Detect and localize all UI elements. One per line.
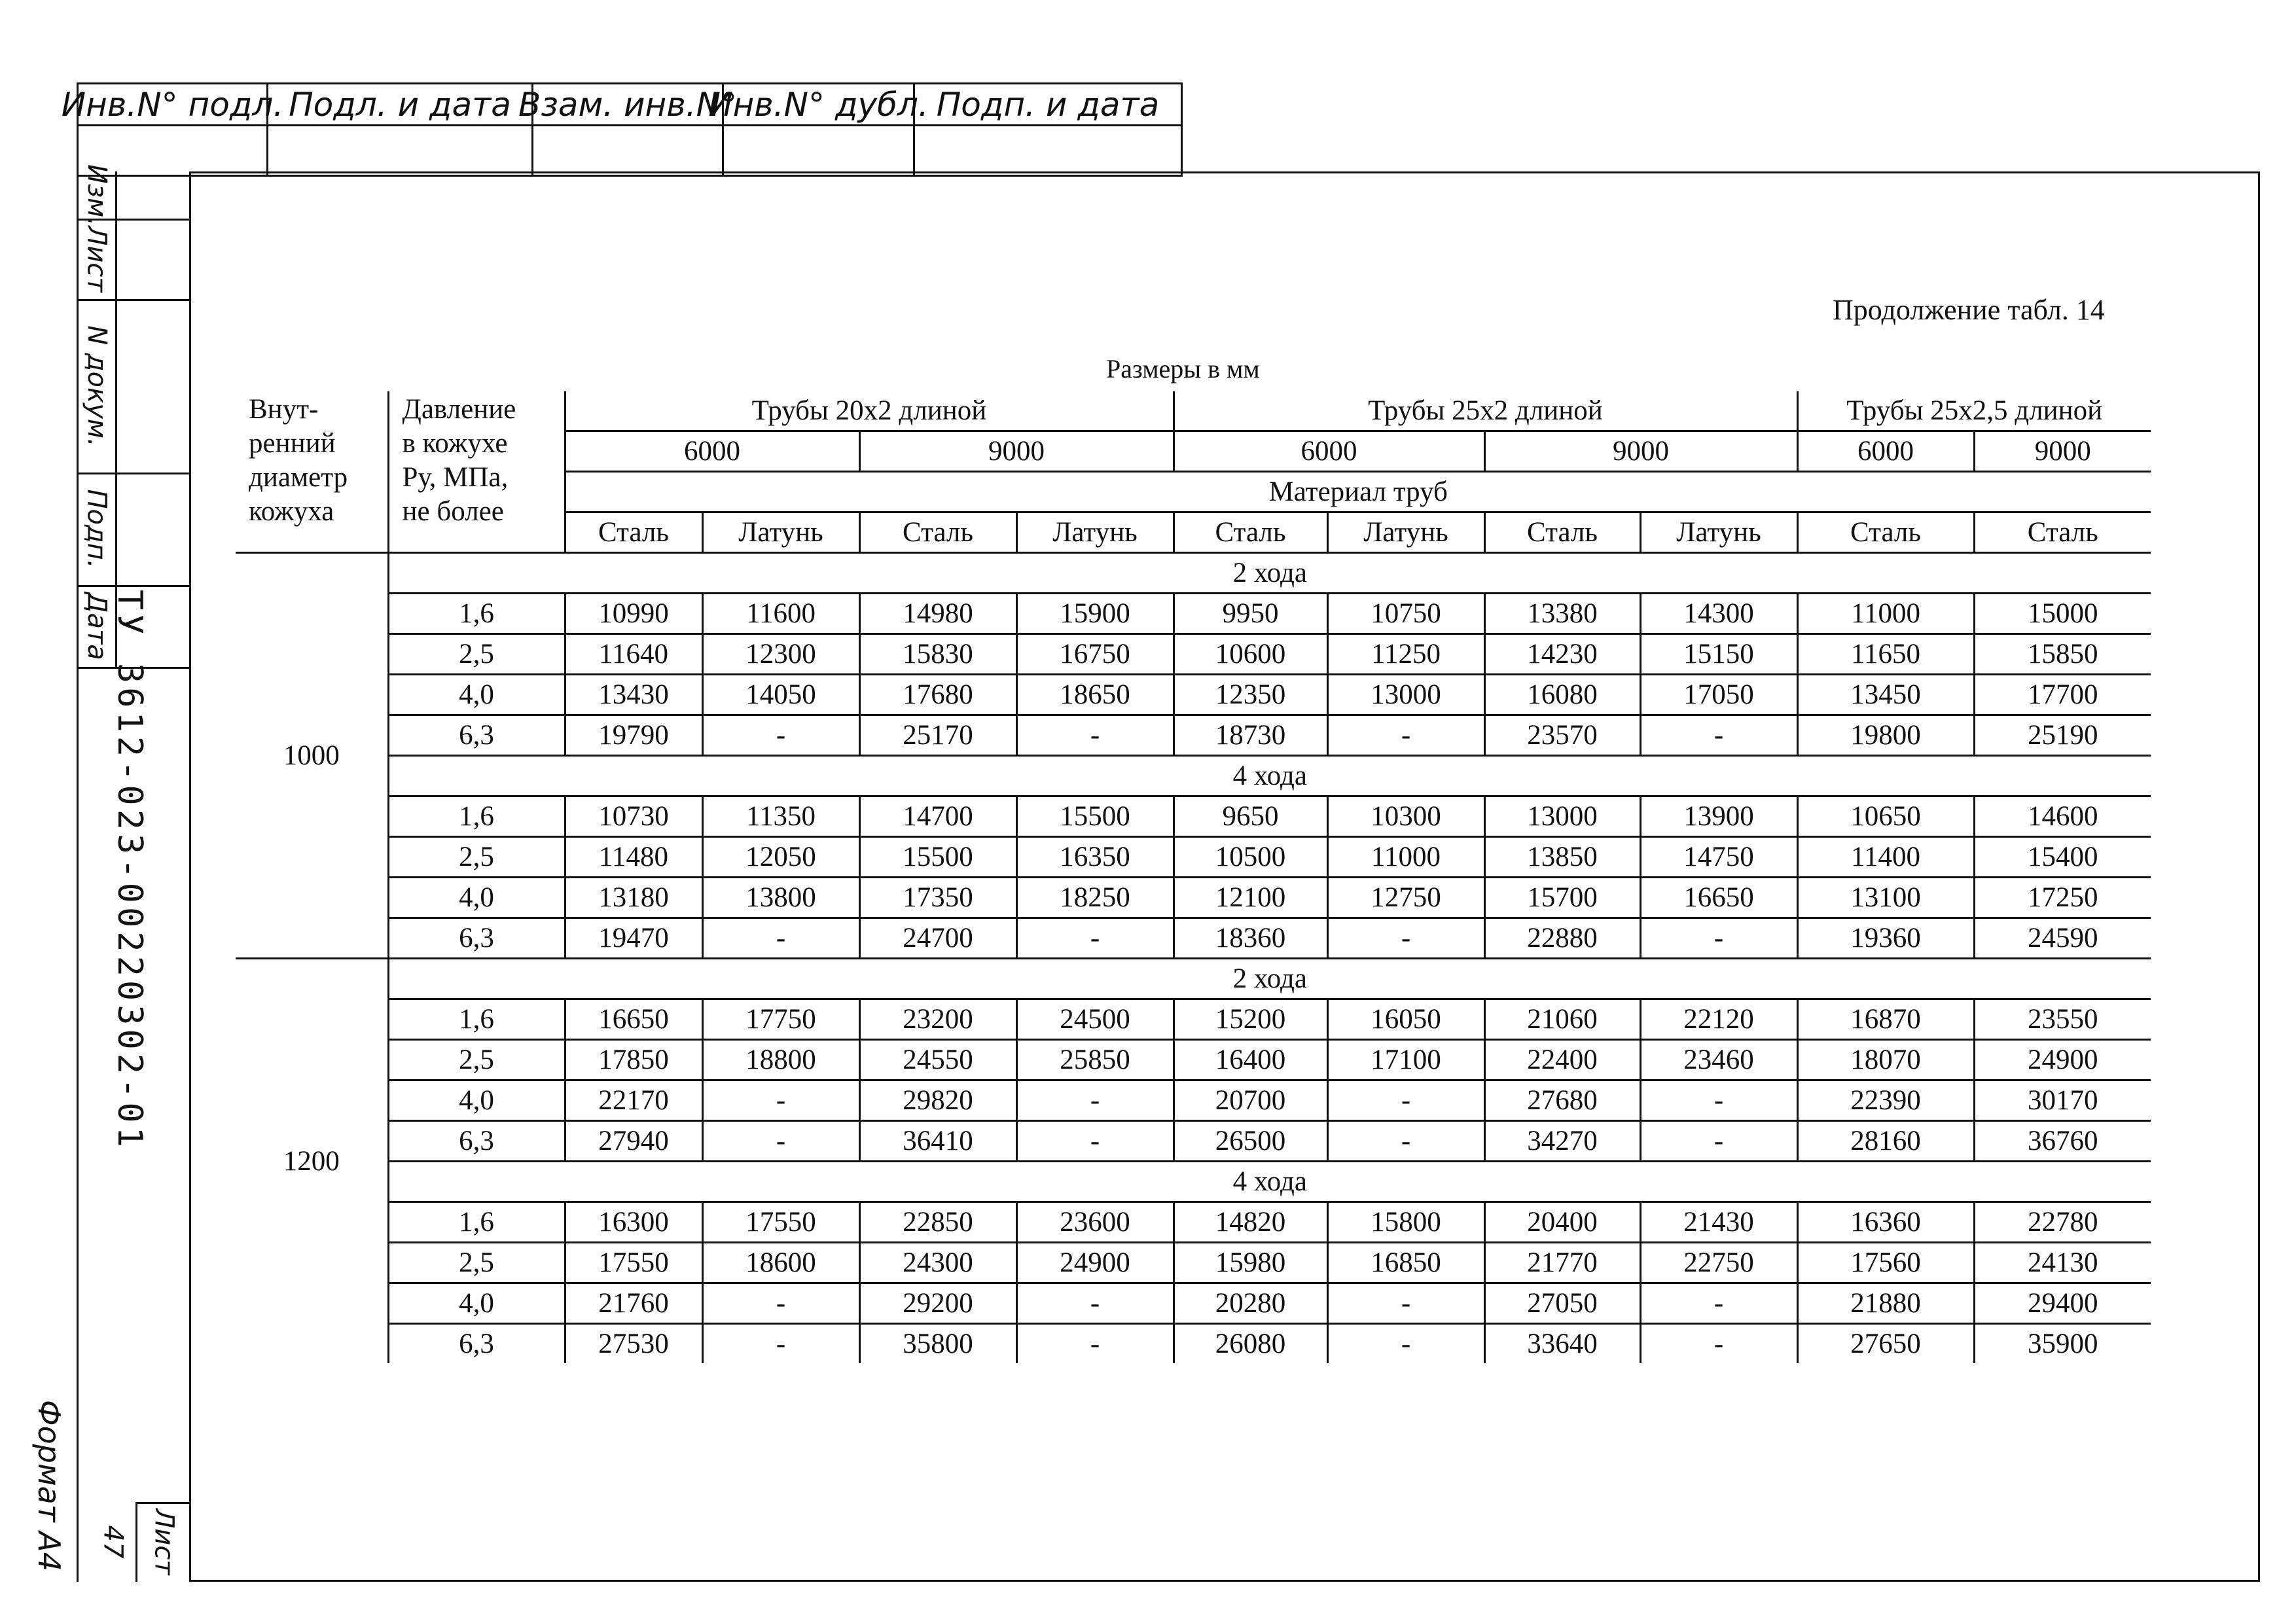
value-cell: 22170 xyxy=(565,1080,702,1121)
table-row xyxy=(236,1121,2151,1162)
header-material-4: Латунь xyxy=(1016,512,1174,553)
value-cell: - xyxy=(1640,1121,1797,1162)
value-cell: - xyxy=(1640,1324,1797,1364)
value-cell: 11000 xyxy=(1327,837,1484,878)
shell-diameter-cell: 1200 xyxy=(236,959,388,1364)
stamp-header-inv-dup: Инв.N° дубл. xyxy=(724,84,915,126)
pressure-cell: 6,3 xyxy=(388,715,565,756)
value-cell: 11650 xyxy=(1797,634,1974,675)
value-cell: 21430 xyxy=(1640,1202,1797,1243)
value-cell: 35900 xyxy=(2028,1329,2098,1359)
table-row xyxy=(236,918,2151,959)
value-cell: 14300 xyxy=(1640,594,1797,634)
value-cell: 17050 xyxy=(1640,675,1797,715)
table-row xyxy=(236,675,2151,715)
pressure-cell: 6,3 xyxy=(388,918,565,959)
value-cell: 13430 xyxy=(565,675,702,715)
value-cell: 24900 xyxy=(1974,1040,2151,1080)
value-cell: 30170 xyxy=(1974,1080,2151,1121)
value-cell: 20400 xyxy=(1484,1202,1640,1243)
pressure-cell: 1,6 xyxy=(388,999,565,1040)
header-length: 9000 xyxy=(859,431,1174,472)
value-cell: - xyxy=(702,1080,859,1121)
value-cell: - xyxy=(1327,715,1484,756)
value-cell: 17550 xyxy=(702,1202,859,1243)
value-cell: - xyxy=(702,1324,859,1364)
value-cell: - xyxy=(1016,1121,1174,1162)
value-cell: 16650 xyxy=(565,999,702,1040)
value-cell: - xyxy=(702,715,859,756)
table-row xyxy=(236,796,2151,837)
shell-diameter-cell: 1000 xyxy=(236,553,388,959)
value-cell: 17850 xyxy=(565,1040,702,1080)
value-cell: 22780 xyxy=(1974,1202,2151,1243)
value-cell: 11350 xyxy=(702,796,859,837)
value-cell: 23600 xyxy=(1016,1202,1174,1243)
value-cell: 27940 xyxy=(565,1121,702,1162)
value-cell: 10500 xyxy=(1174,837,1327,878)
value-cell: 23460 xyxy=(1640,1040,1797,1080)
table-row xyxy=(236,1202,2151,1243)
table-row xyxy=(236,878,2151,918)
value-cell: 14050 xyxy=(702,675,859,715)
stamp-label-izm: Изм. xyxy=(82,164,112,226)
value-cell: 18730 xyxy=(1174,715,1327,756)
stamp-header-replace-inv: Взам. инв.N° xyxy=(533,84,724,126)
value-cell: - xyxy=(1327,918,1484,959)
stamp-label-list: Лист xyxy=(82,225,112,293)
value-cell: 25850 xyxy=(1016,1040,1174,1080)
pressure-cell: 2,5 xyxy=(388,837,565,878)
pressure-cell: 2,5 xyxy=(388,634,565,675)
value-cell: 9650 xyxy=(1174,796,1327,837)
value-cell: 11400 xyxy=(1797,837,1974,878)
value-cell: - xyxy=(1640,1080,1797,1121)
value-cell: 34270 xyxy=(1484,1121,1640,1162)
value-cell: 22880 xyxy=(1484,918,1640,959)
table-body xyxy=(236,553,2151,1364)
value-cell: 16400 xyxy=(1174,1040,1327,1080)
header-material-6: Латунь xyxy=(1327,512,1484,553)
value-cell: 21760 xyxy=(565,1283,702,1324)
value-cell: 17700 xyxy=(1974,675,2151,715)
value-cell: 21770 xyxy=(1484,1243,1640,1283)
value-cell: 15900 xyxy=(1016,594,1174,634)
value-cell: 21880 xyxy=(1797,1283,1974,1324)
value-cell: 10650 xyxy=(1797,796,1974,837)
table-row xyxy=(236,1243,2151,1283)
table-row xyxy=(236,634,2151,675)
value-cell: 16300 xyxy=(565,1202,702,1243)
value-cell: 29200 xyxy=(859,1283,1016,1324)
stamp-header-sign-date-2: Подп. и дата xyxy=(915,84,1181,126)
value-cell: 15830 xyxy=(859,634,1016,675)
header-material-8: Латунь xyxy=(1640,512,1797,553)
header-material: Материал труб xyxy=(565,472,2151,512)
value-cell: 23570 xyxy=(1484,715,1640,756)
header-inner-diameter: Внут- ренний диаметр кожуха xyxy=(236,391,388,553)
value-cell: 22400 xyxy=(1484,1040,1640,1080)
value-cell: 12300 xyxy=(702,634,859,675)
document-code: ТУ 3612-023-00220302-01 xyxy=(110,589,149,1152)
header-length: 9000 xyxy=(1484,431,1797,472)
pressure-cell: 4,0 xyxy=(388,1283,565,1324)
value-cell: 17100 xyxy=(1327,1040,1484,1080)
value-cell: 15700 xyxy=(1484,878,1640,918)
value-cell: - xyxy=(1640,1283,1797,1324)
value-cell: 17680 xyxy=(859,675,1016,715)
value-cell: 16650 xyxy=(1640,878,1797,918)
value-cell: 13900 xyxy=(1640,796,1797,837)
value-cell: 18650 xyxy=(1016,675,1174,715)
value-cell: 24590 xyxy=(1974,918,2151,959)
value-cell: 14230 xyxy=(1484,634,1640,675)
value-cell: 29400 xyxy=(1974,1283,2151,1324)
value-cell: 10600 xyxy=(1174,634,1327,675)
header-length: 6000 xyxy=(1797,431,1974,472)
value-cell: 16870 xyxy=(1797,999,1974,1040)
heat-exchanger-mass-table xyxy=(236,391,2151,1363)
sheet-label: Лист xyxy=(149,1508,179,1575)
value-cell: 11000 xyxy=(1797,594,1974,634)
value-cell: 16050 xyxy=(1327,999,1484,1040)
value-cell: 14700 xyxy=(859,796,1016,837)
value-cell: - xyxy=(1016,1080,1174,1121)
header-material-2: Латунь xyxy=(702,512,859,553)
header-tubes-group-2: Трубы 25х2 длиной xyxy=(1174,391,1797,431)
header-material-10: Сталь xyxy=(1974,512,2151,553)
value-cell: 11600 xyxy=(702,594,859,634)
value-cell: 35800 xyxy=(859,1324,1016,1364)
value-cell: 14820 xyxy=(1174,1202,1327,1243)
value-cell: 22750 xyxy=(1640,1243,1797,1283)
pressure-cell: 1,6 xyxy=(388,1202,565,1243)
value-cell: 20700 xyxy=(1174,1080,1327,1121)
value-cell: 16750 xyxy=(1016,634,1174,675)
pressure-cell: 6,3 xyxy=(388,1121,565,1162)
value-cell: 12100 xyxy=(1174,878,1327,918)
value-cell: 25190 xyxy=(1974,715,2151,756)
header-length: 9000 xyxy=(1974,431,2151,472)
pressure-cell: 4,0 xyxy=(388,1080,565,1121)
table-row xyxy=(236,715,2151,756)
value-cell: - xyxy=(1327,1080,1484,1121)
value-cell: 27680 xyxy=(1484,1080,1640,1121)
value-cell: 29820 xyxy=(859,1080,1016,1121)
header-tubes-group-3: Трубы 25х2,5 длиной xyxy=(1797,391,2151,431)
stamp-label-doc-no: N докум. xyxy=(82,325,112,447)
pressure-cell: 6,3 xyxy=(388,1324,565,1364)
value-cell: 15000 xyxy=(1974,594,2151,634)
value-cell: 23200 xyxy=(859,999,1016,1040)
table-row xyxy=(236,1040,2151,1080)
header-tubes-group-1: Трубы 20х2 длиной xyxy=(565,391,1174,431)
header-pressure: Давление в кожухе Ру, МПа, не более xyxy=(388,391,565,553)
value-cell: - xyxy=(1327,1121,1484,1162)
value-cell: 15800 xyxy=(1327,1202,1484,1243)
value-cell: 18800 xyxy=(702,1040,859,1080)
stamp-cell xyxy=(268,126,533,175)
table-row xyxy=(236,837,2151,878)
value-cell: 28160 xyxy=(1797,1121,1974,1162)
pressure-cell: 1,6 xyxy=(388,594,565,634)
value-cell: 17750 xyxy=(702,999,859,1040)
value-cell: 24500 xyxy=(1016,999,1174,1040)
value-cell: 19790 xyxy=(565,715,702,756)
value-cell: 17350 xyxy=(859,878,1016,918)
value-cell: 19470 xyxy=(565,918,702,959)
table-row xyxy=(236,1283,2151,1324)
table-row xyxy=(236,594,2151,634)
value-cell: 14600 xyxy=(1974,796,2151,837)
value-cell: 24900 xyxy=(1016,1243,1174,1283)
value-cell: 10300 xyxy=(1327,796,1484,837)
value-cell: 23550 xyxy=(1974,999,2151,1040)
value-cell: 19360 xyxy=(1797,918,1974,959)
value-cell: 22390 xyxy=(1797,1080,1974,1121)
value-cell: - xyxy=(702,1121,859,1162)
value-cell: 11640 xyxy=(565,634,702,675)
pressure-cell: 4,0 xyxy=(388,878,565,918)
value-cell: 16080 xyxy=(1484,675,1640,715)
stamp-header-sign-date: Подл. и дата xyxy=(268,84,533,126)
value-cell: 36760 xyxy=(1974,1121,2151,1162)
value-cell: 13450 xyxy=(1797,675,1974,715)
value-cell: 24300 xyxy=(859,1243,1016,1283)
value-cell: 36410 xyxy=(859,1121,1016,1162)
value-cell: 13100 xyxy=(1797,878,1974,918)
value-cell: 22850 xyxy=(859,1202,1016,1243)
value-cell: - xyxy=(1640,715,1797,756)
value-cell: 18360 xyxy=(1174,918,1327,959)
value-cell: 17550 xyxy=(565,1243,702,1283)
value-cell: 24130 xyxy=(1974,1243,2151,1283)
sheet-number-box xyxy=(77,1502,191,1582)
value-cell: 15850 xyxy=(1974,634,2151,675)
value-cell: 13850 xyxy=(1484,837,1640,878)
value-cell: 13000 xyxy=(1484,796,1640,837)
pressure-cell: 1,6 xyxy=(388,796,565,837)
value-cell: 17560 xyxy=(1797,1243,1974,1283)
value-cell: - xyxy=(1016,1283,1174,1324)
value-cell: 18070 xyxy=(1797,1040,1974,1080)
value-cell: 20280 xyxy=(1174,1283,1327,1324)
value-cell: - xyxy=(702,918,859,959)
value-cell: 9950 xyxy=(1174,594,1327,634)
header-length: 6000 xyxy=(1174,431,1484,472)
value-cell: 15980 xyxy=(1174,1243,1327,1283)
value-cell: 14980 xyxy=(859,594,1016,634)
value-cell: 13180 xyxy=(565,878,702,918)
value-cell: 17250 xyxy=(1974,878,2151,918)
stamp-label-date: Дата xyxy=(82,592,113,660)
value-cell: 27050 xyxy=(1484,1283,1640,1324)
value-cell: 16350 xyxy=(1016,837,1174,878)
value-cell: - xyxy=(1327,1324,1484,1364)
sheet-number: 47 xyxy=(98,1525,128,1559)
table-continuation-label: Продолжение табл. 14 xyxy=(1833,294,2105,326)
stamp-cell xyxy=(724,126,915,175)
value-cell: 26500 xyxy=(1174,1121,1327,1162)
format-label: Формат А4 xyxy=(31,1400,67,1571)
value-cell: 10990 xyxy=(565,594,702,634)
pressure-cell: 2,5 xyxy=(388,1243,565,1283)
value-cell: 10750 xyxy=(1327,594,1484,634)
value-cell: 12050 xyxy=(702,837,859,878)
value-cell: 11250 xyxy=(1327,634,1484,675)
value-cell: 12750 xyxy=(1327,878,1484,918)
header-material-1: Сталь xyxy=(565,512,702,553)
value-cell: 11480 xyxy=(565,837,702,878)
value-cell: 15400 xyxy=(1974,837,2151,878)
value-cell: - xyxy=(1016,1324,1174,1364)
pressure-cell: 4,0 xyxy=(388,675,565,715)
stamp-cell xyxy=(533,126,724,175)
header-material-7: Сталь xyxy=(1484,512,1640,553)
value-cell: 33640 xyxy=(1484,1324,1640,1364)
value-cell: 22120 xyxy=(1640,999,1797,1040)
value-cell: 21060 xyxy=(1484,999,1640,1040)
value-cell: 15200 xyxy=(1174,999,1327,1040)
units-note: Размеры в мм xyxy=(1106,354,1260,383)
value-cell: - xyxy=(702,1283,859,1324)
value-cell: 12350 xyxy=(1174,675,1327,715)
header-material-9: Сталь xyxy=(1797,512,1974,553)
value-cell: 27650 xyxy=(1797,1324,1974,1364)
value-cell: 15500 xyxy=(859,837,1016,878)
value-cell: - xyxy=(1327,1283,1484,1324)
stamp-label-sign: Подп. xyxy=(82,489,113,569)
value-cell: 13800 xyxy=(702,878,859,918)
stamp-header-inv-orig: Инв.N° подл. xyxy=(79,84,268,126)
value-cell: 10730 xyxy=(565,796,702,837)
value-cell: - xyxy=(1016,918,1174,959)
stamp-cell xyxy=(915,126,1181,175)
value-cell: 14750 xyxy=(1640,837,1797,878)
header-material-5: Сталь xyxy=(1174,512,1327,553)
table-row xyxy=(236,1080,2151,1121)
pass-count-label: 2 хода xyxy=(388,959,2151,999)
pass-count-label: 4 хода xyxy=(388,756,2151,796)
pass-count-label: 2 хода xyxy=(388,553,2151,594)
table-row xyxy=(236,999,2151,1040)
pressure-cell: 2,5 xyxy=(388,1040,565,1080)
value-cell: 27530 xyxy=(565,1324,702,1364)
value-cell: - xyxy=(1640,918,1797,959)
table-row xyxy=(236,1324,2151,1364)
value-cell: 19800 xyxy=(1797,715,1974,756)
value-cell: 13380 xyxy=(1484,594,1640,634)
value-cell: 25170 xyxy=(859,715,1016,756)
pass-count-label: 4 хода xyxy=(388,1162,2151,1202)
value-cell: 16850 xyxy=(1327,1243,1484,1283)
value-cell: 18600 xyxy=(702,1243,859,1283)
value-cell: 24550 xyxy=(859,1040,1016,1080)
value-cell: 15150 xyxy=(1640,634,1797,675)
top-stamp xyxy=(61,82,1183,177)
value-cell: 15500 xyxy=(1016,796,1174,837)
header-length: 6000 xyxy=(565,431,859,472)
value-cell: - xyxy=(1016,715,1174,756)
header-material-3: Сталь xyxy=(859,512,1016,553)
value-cell: 26080 xyxy=(1174,1324,1327,1364)
value-cell: 13000 xyxy=(1327,675,1484,715)
value-cell: 24700 xyxy=(859,918,1016,959)
value-cell: 16360 xyxy=(1797,1202,1974,1243)
value-cell: 18250 xyxy=(1016,878,1174,918)
